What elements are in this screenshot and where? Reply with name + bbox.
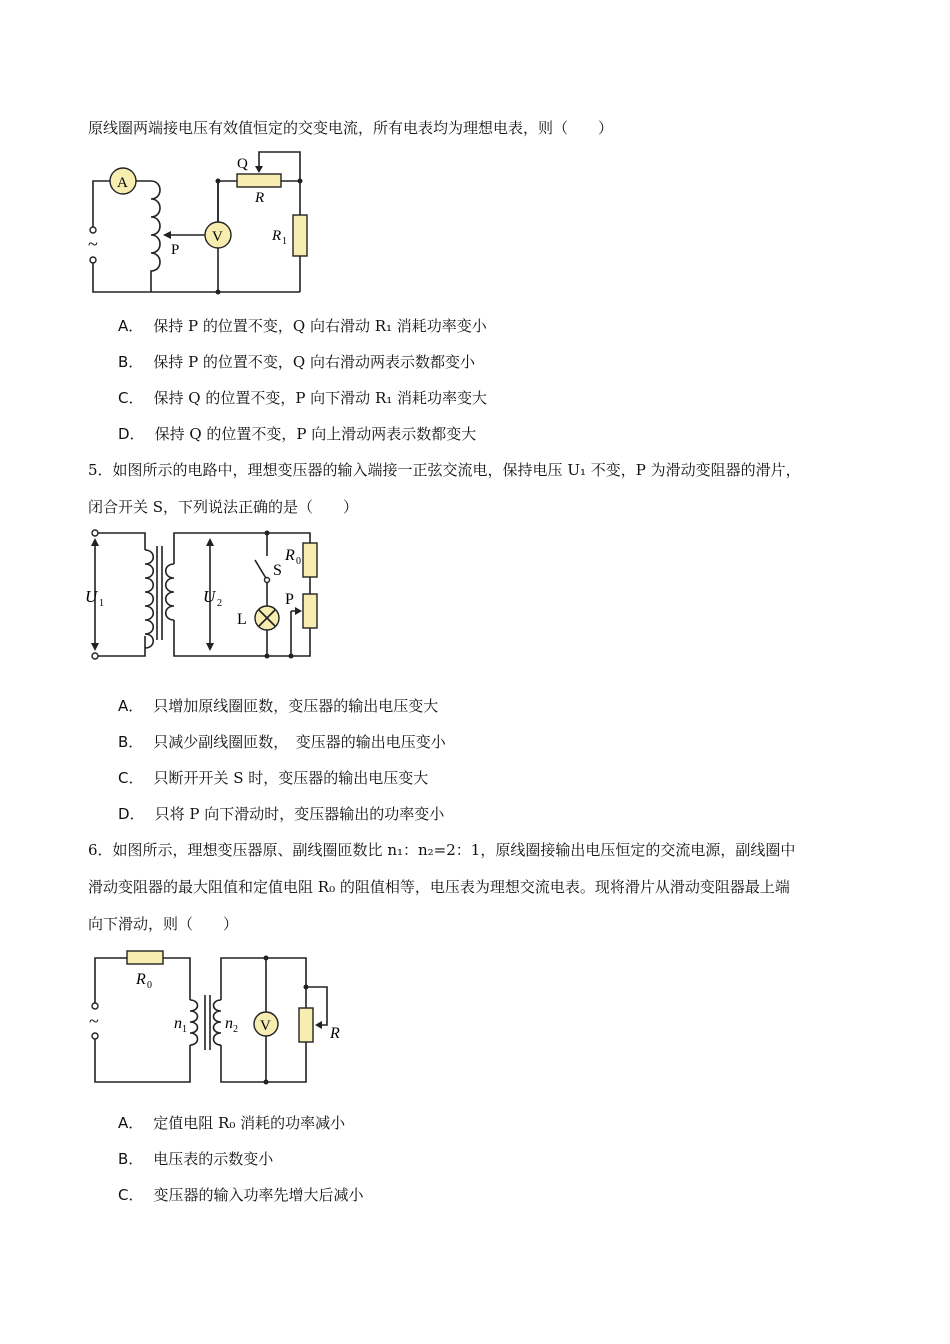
q6-option-a-label: A． <box>118 1114 144 1132</box>
q6-voltmeter-label: V <box>260 1018 271 1034</box>
q4-wire-bottom <box>93 263 300 292</box>
q5-option-a-text: 只增加原线圈匝数，变压器的输出电压变大 <box>153 697 439 715</box>
q5-primary-coil <box>145 550 153 648</box>
q4-ammeter-label: A <box>117 175 128 191</box>
q5-stem-line-2: 闭合开关 S，下列说法正确的是（ ） <box>88 498 359 516</box>
q6-resistor-r0 <box>127 951 163 964</box>
q5-lamp-label: L <box>237 611 247 628</box>
q4-slider-arrow <box>255 166 263 173</box>
q5-option-b-text: 只减少副线圈匝数， 变压器的输出电压变小 <box>153 733 446 751</box>
q5-slider-label: P <box>285 591 294 608</box>
q6-n1-label: n <box>174 1015 182 1032</box>
q5-option-c[interactable] <box>118 768 428 788</box>
q6-slider-arrow <box>315 1021 322 1029</box>
q4-tap-label: P <box>171 242 180 258</box>
q5-resistor-r0 <box>303 543 317 577</box>
q5-option-b-label: B． <box>118 733 144 751</box>
q6-option-c[interactable] <box>118 1185 364 1205</box>
q4-r1-label: R <box>272 228 282 244</box>
q6-n2-label: n <box>225 1015 233 1032</box>
q5-option-d-label: D． <box>118 805 145 823</box>
q6-option-b-text: 电压表的示数变小 <box>153 1150 274 1168</box>
q6-option-c-text: 变压器的输入功率先增大后减小 <box>153 1186 364 1204</box>
q5-u2-subscript: 2 <box>217 598 222 609</box>
q5-u1-label: U <box>85 587 98 606</box>
q6-stem-line-3: 向下滑动，则（ ） <box>88 915 239 933</box>
q4-option-a-text: 保持 P 的位置不变，Q 向右滑动 R₁ 消耗功率变小 <box>153 317 487 335</box>
q4-option-c[interactable] <box>118 388 487 408</box>
q4-junction-right <box>298 179 303 184</box>
q5-u1-subscript: 1 <box>99 598 104 609</box>
q4-stem-tail: 原线圈两端接电压有效值恒定的交变电流，所有电表均为理想电表，则（ ） <box>88 119 614 137</box>
q4-option-d[interactable] <box>118 424 476 444</box>
q4-r1-subscript: 1 <box>282 236 287 247</box>
q5-option-d-text: 只将 P 向下滑动时，变压器输出的功率变小 <box>154 805 445 823</box>
q4-option-b-text: 保持 P 的位置不变，Q 向右滑动两表示数都变小 <box>153 353 475 371</box>
q5-terminal-top <box>92 530 98 536</box>
q6-option-a-text: 定值电阻 R₀ 消耗的功率减小 <box>153 1114 346 1132</box>
q6-rheostat <box>299 1008 313 1042</box>
q6-option-b[interactable] <box>118 1149 273 1169</box>
q6-rheostat-label: R <box>330 1025 340 1042</box>
q4-option-c-text: 保持 Q 的位置不变，P 向下滑动 R₁ 消耗功率变大 <box>153 389 488 407</box>
q6-r0-subscript: 0 <box>147 980 152 991</box>
q4-option-d-text: 保持 Q 的位置不变，P 向上滑动两表示数都变大 <box>154 425 477 443</box>
q6-option-b-label: B． <box>118 1150 144 1168</box>
q4-terminal-top <box>90 227 96 233</box>
q6-r0-label: R <box>136 971 146 988</box>
q5-u2-label: U <box>203 587 216 606</box>
q5-junction-slider <box>289 654 294 659</box>
q5-option-c-label: C． <box>118 769 144 787</box>
q5-option-a-label: A． <box>118 697 144 715</box>
q4-tap-arrow <box>163 231 171 239</box>
q5-switch-label: S <box>273 562 282 579</box>
q5-r0-subscript: 0 <box>296 556 301 567</box>
q5-primary-wires <box>98 533 145 656</box>
q6-stem-line-1: 6．如图所示，理想变压器原、副线圈匝数比 n₁：n₂=2：1，原线圈接输出电压恒定的交流电源，副线圈中 <box>88 841 796 859</box>
q6-source-symbol: ~ <box>89 1011 99 1031</box>
q6-stem-line-2: 滑动变阻器的最大阻值和定值电阻 R₀ 的阻值相等，电压表为理想交流电表。现将滑片从滑动变阻器最上端 <box>88 878 790 896</box>
q5-junction-bottom <box>265 654 270 659</box>
q4-rheostat <box>237 174 281 187</box>
q5-circuit-figure <box>85 528 355 663</box>
q5-option-b[interactable] <box>118 732 446 752</box>
q4-option-d-label: D． <box>118 425 145 443</box>
q6-terminal-bottom <box>92 1033 98 1039</box>
q4-option-c-label: C． <box>118 389 144 407</box>
q5-rheostat <box>303 594 317 628</box>
q6-terminal-top <box>92 1003 98 1009</box>
q5-switch-contact <box>265 578 270 583</box>
q5-option-c-text: 只断开开关 S 时，变压器的输出电压变大 <box>153 769 429 787</box>
q4-option-a[interactable] <box>118 316 487 336</box>
q5-r0-label: R <box>285 547 295 564</box>
q5-option-a[interactable] <box>118 696 438 716</box>
q6-primary-coil <box>190 1000 198 1045</box>
q4-rheostat-label: R <box>255 190 265 206</box>
q4-voltmeter-label: V <box>212 229 223 245</box>
q5-switch-blade <box>255 560 267 580</box>
q4-resistor-r1 <box>293 215 307 256</box>
q6-secondary-coil <box>214 1000 222 1045</box>
q4-option-b[interactable] <box>118 352 475 372</box>
q4-option-b-label: B． <box>118 353 144 371</box>
q4-option-a-label: A． <box>118 317 144 335</box>
q4-terminal-bottom <box>90 257 96 263</box>
q6-circuit-figure <box>85 950 355 1090</box>
q5-terminal-bottom <box>92 653 98 659</box>
q5-secondary-coil <box>166 564 174 620</box>
q4-slider-label: Q <box>237 156 248 172</box>
q5-option-d[interactable] <box>118 804 444 824</box>
q5-stem-line-1: 5．如图所示的电路中，理想变压器的输入端接一正弦交流电，保持电压 U₁ 不变，P 为滑动变阻器的滑片， <box>88 461 801 479</box>
q6-option-a[interactable] <box>118 1113 345 1133</box>
q6-n1-subscript: 1 <box>182 1024 187 1035</box>
q5-slider-arrow <box>295 607 302 615</box>
q4-source-symbol: ~ <box>88 234 98 254</box>
q4-autotransformer-coil <box>151 181 160 292</box>
q4-junction-bottom <box>216 290 221 295</box>
q4-circuit-figure <box>85 150 315 300</box>
q5-slider-wire <box>291 611 299 656</box>
q6-n2-subscript: 2 <box>233 1024 238 1035</box>
q6-option-c-label: C． <box>118 1186 144 1204</box>
